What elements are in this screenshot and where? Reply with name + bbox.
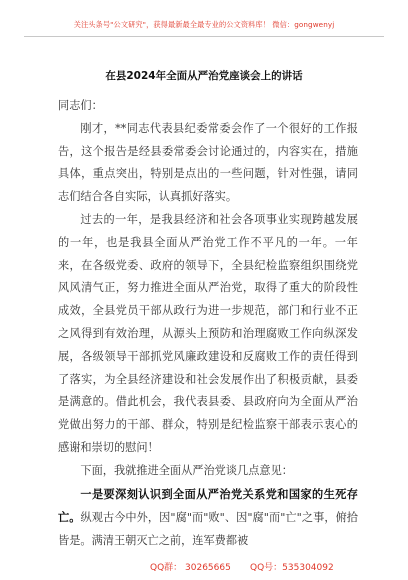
- document-title: 在县2024年全面从严治党座谈会上的讲话: [105, 70, 303, 82]
- header-divider: [24, 36, 384, 37]
- point-one-lead: 一是要深刻认识到全面从严治党关系党和国家的生死存亡。: [58, 486, 358, 525]
- paragraph-point-one: [58, 483, 358, 553]
- point-one-text: 纵观古今中外，因"腐"而"败"、因"腐"而"亡"之事，俯拾皆是。满清王朝灭亡之前，连军费都被: [58, 511, 358, 548]
- footer-qq-group: QQ群： 30265665: [150, 563, 231, 573]
- document-body: [58, 95, 358, 553]
- paragraph: 刚才，**同志代表县纪委常委会作了一个很好的工作报告，这个报告是经县委常委会讨论通过的，内容实在，措施具体，重点突出，特别是点出的一些问题，针对性强，请同志们结合各自实际，认真抓好落实。: [58, 121, 358, 204]
- salutation: 同志们：: [58, 99, 103, 112]
- footer-qq-number: QQ号：535304092: [250, 563, 334, 573]
- paragraph: 下面，我就推进全面从严治党谈几点意见：: [80, 463, 293, 477]
- paragraph: 过去的一年，是我县经济和社会各项事业实现跨越发展的一年，也是我县全面从严治党工作不平凡的一年。一年来，在各级党委、政府的领导下，全县纪检监察组织围绕党风风清气正，努力推进全面从严治党，取得了重大的阶段性成效，全县党员干部从政行为进一步规范，部门和行业不正之风得到有效治理，从源头上预防和治理腐败工作向纵深发展，各级领导干部抓党风廉政建设和反腐败工作的责任得到了落实，为全县经济建设和社会发展作出了积极贡献，县委是满意的。借此机会，我代表县委、县政府向为全面从严治党做出努力的干部、群众，特别是纪检监察干部表示衷心的感谢和崇切的慰问！: [58, 212, 358, 454]
- header-banner: 关注头条号"公文研究"，获得最新最全最专业的公文资料库！ 微信：gongwenyj: [73, 20, 335, 29]
